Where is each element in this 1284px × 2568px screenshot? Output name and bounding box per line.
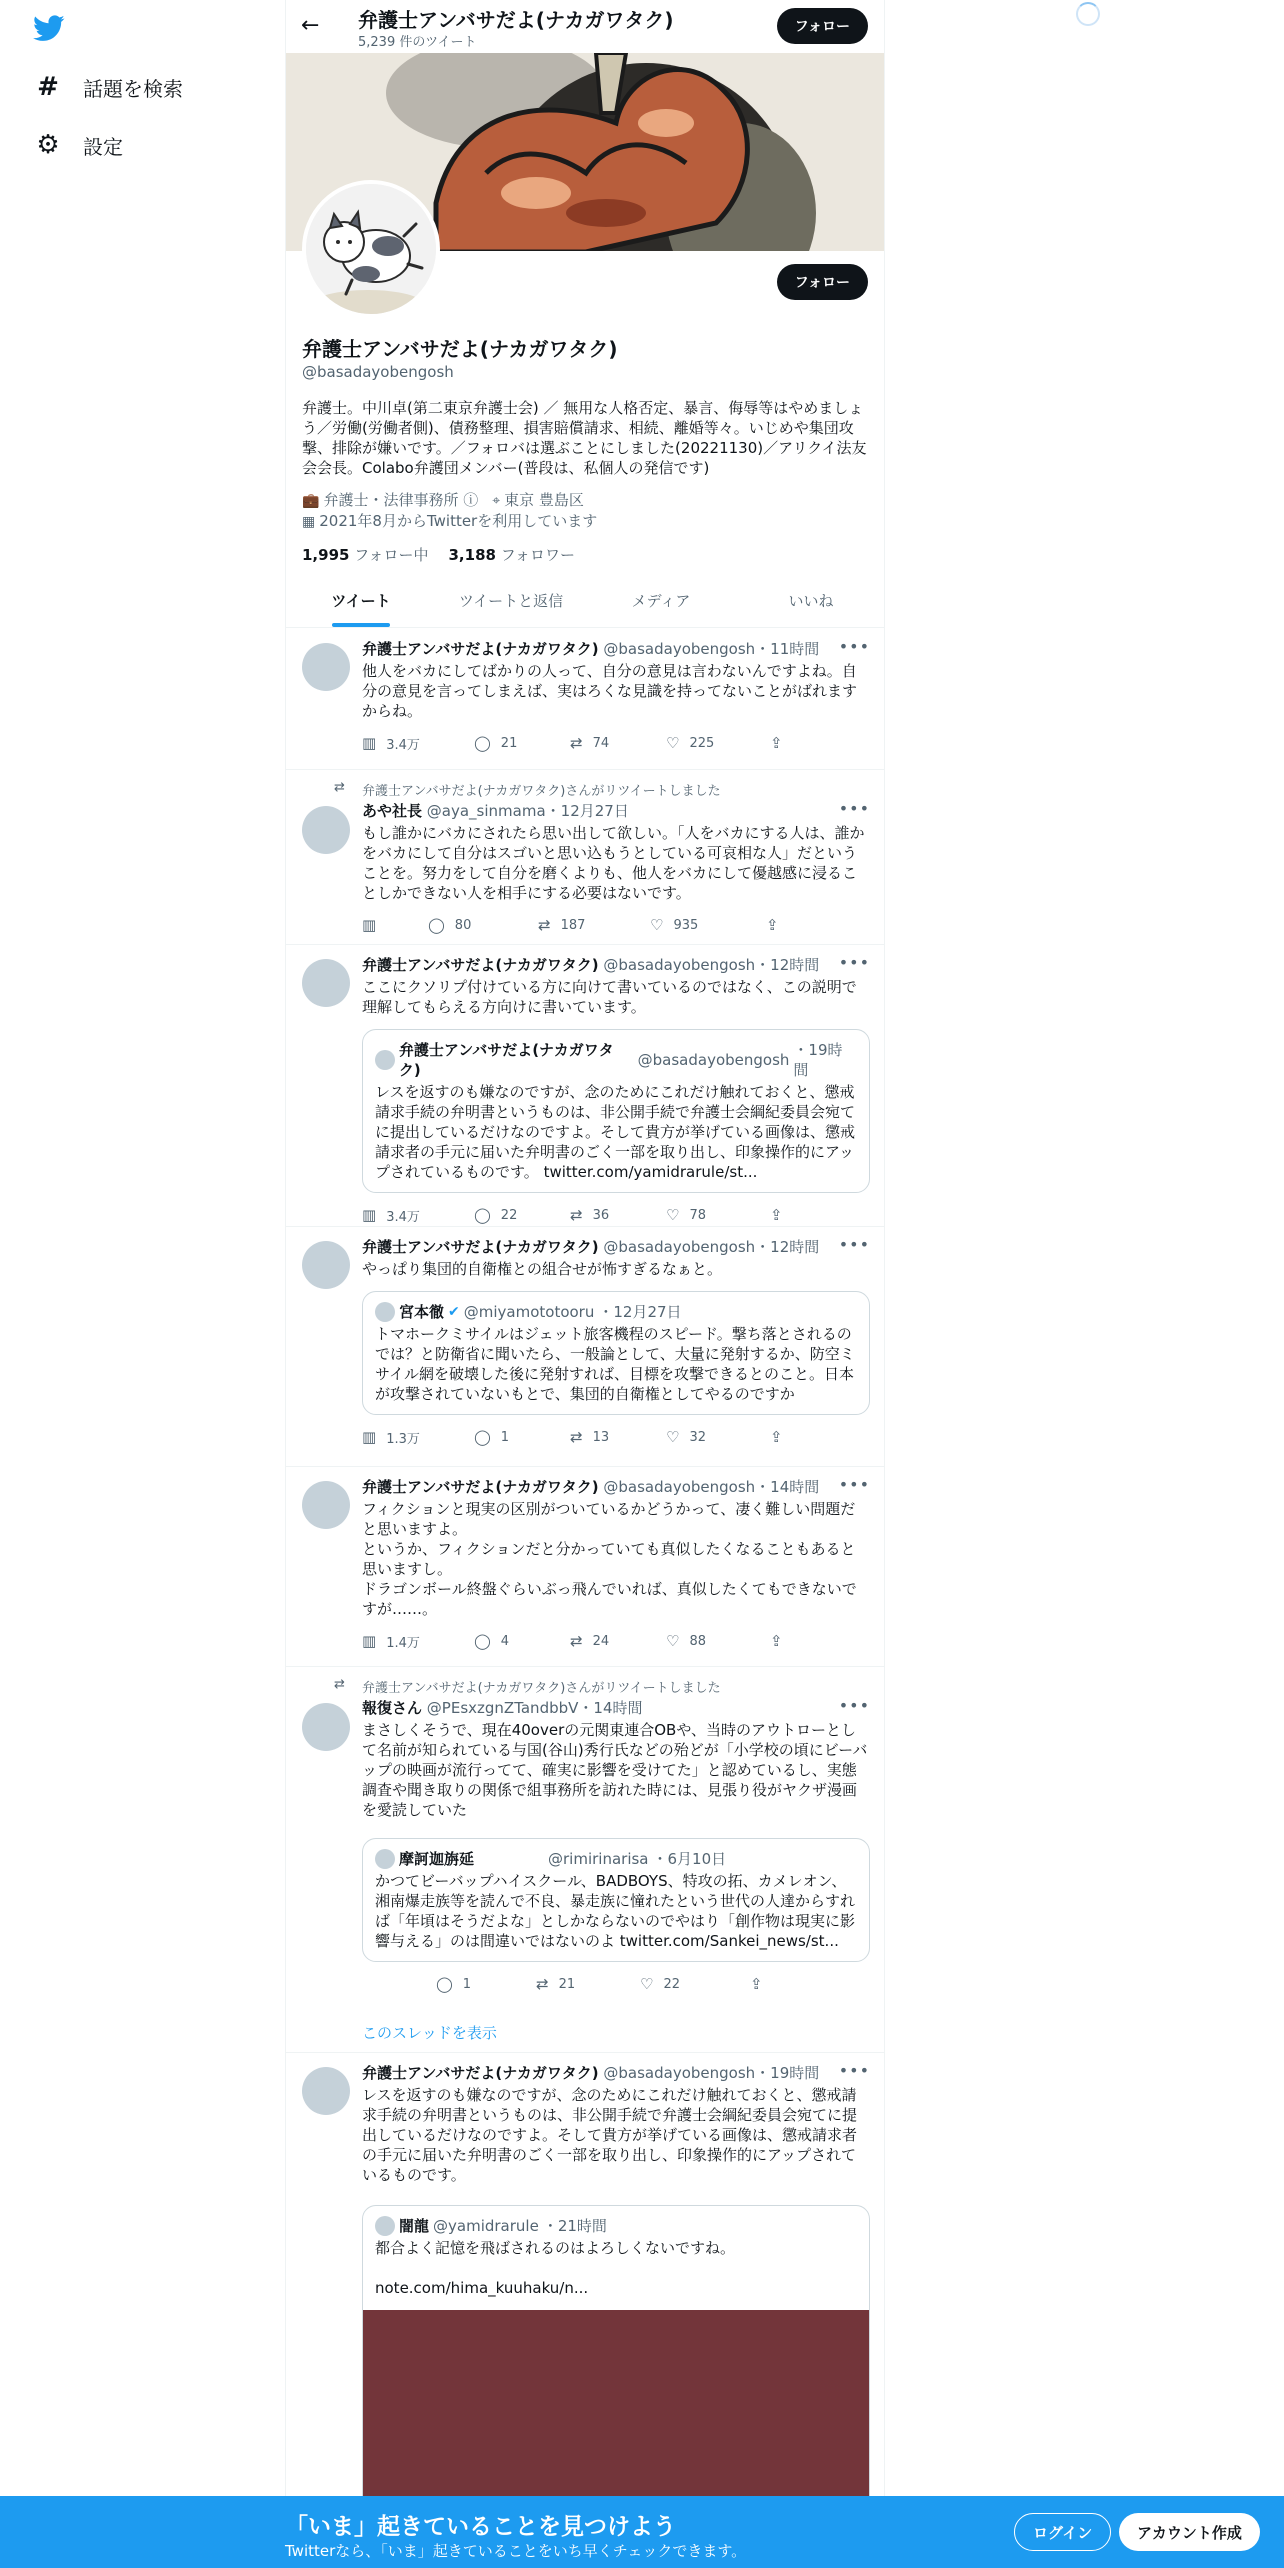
- tweet-author-handle[interactable]: @basadayobengosh: [603, 2064, 756, 2082]
- tweet[interactable]: [286, 770, 885, 945]
- quote-time: ・21時間: [542, 2217, 607, 2235]
- profile-location: 東京 豊島区: [504, 491, 584, 509]
- tab-media[interactable]: メディア: [631, 592, 691, 610]
- quote-avatar: [375, 2216, 395, 2236]
- profile-name: 弁護士アンバサだよ(ナカガワタク): [302, 337, 618, 361]
- share-icon: ⇪: [750, 1975, 763, 1993]
- retweet-icon: ⇄: [570, 1206, 583, 1224]
- tweet-actions: [362, 1631, 870, 1651]
- followers-link[interactable]: 3,188 フォロワー: [448, 546, 575, 564]
- like-button[interactable]: ♡ 88: [666, 1632, 706, 1650]
- heart-icon: ♡: [666, 1428, 680, 1446]
- share-icon: ⇪: [766, 916, 779, 934]
- quote-author-name: 弁護士アンバサだよ(ナカガワタク): [398, 1041, 614, 1079]
- reply-icon: ◯: [474, 734, 491, 752]
- more-options-icon[interactable]: •••: [838, 953, 870, 972]
- tweet-header: [362, 1698, 870, 1718]
- tweet-actions: [362, 733, 870, 753]
- tweet[interactable]: [286, 1667, 885, 2053]
- reply-icon: ◯: [428, 916, 445, 934]
- views-button[interactable]: ▥ 1.3万: [362, 1428, 420, 1447]
- tweet[interactable]: [286, 629, 885, 770]
- analytics-icon: ▥: [362, 916, 377, 934]
- profile-handle: @basadayobengosh: [302, 363, 454, 381]
- sidebar-item-explore[interactable]: [35, 67, 183, 107]
- retweet-button[interactable]: ⇄ 187: [538, 916, 586, 934]
- share-icon: ⇪: [770, 1428, 783, 1446]
- reply-button[interactable]: ◯ 1: [474, 1428, 510, 1446]
- tweet-time[interactable]: ・14時間: [755, 1478, 820, 1496]
- signup-button[interactable]: アカウント作成: [1119, 2513, 1260, 2551]
- quote-media-image[interactable]: [363, 2310, 869, 2500]
- retweet-icon: ⇄: [538, 916, 551, 934]
- tweet-author-handle[interactable]: @aya_sinmama: [426, 802, 546, 820]
- quote-text: トマホークミサイルはジェット旅客機程のスピード。撃ち落とされるのでは？と防衛省に聞いたら、一般論として、大量に発射するか、防空ミサイル網を破壊した後に発射すれば、目標を攻撃できるとのこと。日本が攻撃されていないもとで、集団的自衛権としてやるのですか: [375, 1325, 855, 1403]
- following-link[interactable]: 1,995 フォロー中: [302, 546, 429, 564]
- quote-avatar: [375, 1050, 395, 1070]
- quote-author-handle: @yamidrarule: [433, 2217, 539, 2235]
- reply-button[interactable]: ◯ 21: [474, 734, 518, 752]
- cat-avatar-illustration: [306, 184, 436, 314]
- quote-time: ・6月10日: [652, 1850, 727, 1868]
- like-button[interactable]: ♡ 22: [640, 1975, 680, 1993]
- sidebar-item-settings[interactable]: [35, 125, 123, 165]
- quote-author-handle: @rimirinarisa: [548, 1850, 649, 1868]
- profile-header-bar: [286, 0, 884, 53]
- tweet-avatar[interactable]: [302, 1703, 350, 1751]
- retweet-icon: ⇄: [570, 734, 583, 752]
- tweet-author-name[interactable]: 弁護士アンバサだよ(ナカガワタク): [362, 956, 599, 974]
- header-tweet-count: 5,239 件のツイート: [358, 35, 477, 50]
- more-options-icon[interactable]: •••: [838, 1235, 870, 1254]
- tweet-text: もし誰かにバカにされたら思い出して欲しい。「人をバカにする人は、誰かをバカにして自分はスゴいと思い込もうとしている可哀相な人」だということを。努力をして自分を磨くよりも、他人をバカにして優越感に浸ることしかできない人を相手にする必要はないです。: [362, 824, 865, 902]
- tweet-actions: [362, 1205, 870, 1225]
- more-options-icon[interactable]: •••: [838, 1696, 870, 1715]
- header-follow-button[interactable]: フォロー: [777, 8, 868, 44]
- reply-button[interactable]: ◯ 22: [474, 1206, 518, 1224]
- like-button[interactable]: ♡ 225: [666, 734, 715, 752]
- retweet-button[interactable]: ⇄ 74: [570, 734, 610, 752]
- analytics-icon: ▥: [362, 1428, 377, 1446]
- profile-avatar[interactable]: [302, 180, 440, 318]
- tweet-time[interactable]: ・12時間: [755, 1238, 820, 1256]
- tweet-text: レスを返すのも嫌なのですが、念のためにこれだけ触れておくと、懲戒請求手続の弁明書というものは、非公開手続で弁護士会綱紀委員会宛てに提出しているだけなのですよ。そして貴方が挙げている画像は、懲戒請求者の手元に届いた弁明書のごく一部を取り出し、印象操作的にアップされているものです。: [362, 2086, 858, 2184]
- share-button[interactable]: [750, 1975, 763, 1993]
- retweet-button[interactable]: ⇄ 13: [570, 1428, 610, 1446]
- tweet-author-handle[interactable]: @PEsxzgnZTandbbV: [426, 1699, 579, 1717]
- quote-time: ・12月27日: [598, 1303, 682, 1321]
- tweet-avatar[interactable]: [302, 806, 350, 854]
- heart-icon: ♡: [666, 1632, 680, 1650]
- reply-icon: ◯: [474, 1206, 491, 1224]
- tweet-avatar[interactable]: [302, 959, 350, 1007]
- retweet-icon: ⇄: [570, 1632, 583, 1650]
- heart-icon: ♡: [666, 1206, 680, 1224]
- retweet-icon: ⇄: [334, 780, 345, 795]
- tab-tweets[interactable]: ツイート: [286, 575, 436, 627]
- back-arrow-icon[interactable]: ←: [301, 13, 320, 38]
- quote-text: かつてビーバップハイスクール、BADBOYS、特攻の拓、カメレオン、湘南爆走族等を読んで不良、暴走族に憧れたという世代の人達からすれば「年頃はそうだよな」としかならないのでやはり「創作物は現実に影響与える」のは間違いではないのよ twitter.com/Sankei_news/st...: [375, 1872, 856, 1950]
- quote-avatar: [375, 1302, 395, 1322]
- quote-author-name: 闇龍: [399, 2217, 430, 2235]
- heart-icon: ♡: [666, 734, 680, 752]
- tweet-text: フィクションと現実の区別がついているかどうかって、凄く難しい問題だと思いますよ。 というか、フィクションだと分かっていても真似したくなることもあると思いますし。 ドラゴンボール終盤ぐらいぶっ飛んでいれば、真似したくてもできないですが……。: [362, 1500, 857, 1618]
- tweet-text: まさしくそうで、現在40overの元関東連合OBや、当時のアウトローとして名前が知られている与国(谷山)秀行氏などの殆どが「小学校の頃にビーバップの映画が流行ってて、確実に影響を受けてた」と認めているし、実態調査や聞き取りの関係で組事務所を訪れた時には、見張り役がヤクザ漫画を愛読していた: [362, 1721, 868, 1819]
- retweet-icon: ⇄: [536, 1975, 549, 1993]
- profile-follow-button[interactable]: フォロー: [777, 264, 868, 300]
- quote-author-handle: @miyamototooru: [463, 1303, 595, 1321]
- views-button[interactable]: [362, 916, 428, 934]
- more-options-icon[interactable]: •••: [838, 1475, 870, 1494]
- tweet-time[interactable]: ・12月27日: [545, 802, 629, 820]
- heart-icon: ♡: [650, 916, 664, 934]
- quoted-tweet[interactable]: [362, 1838, 870, 1962]
- quoted-tweet[interactable]: [362, 1291, 870, 1415]
- reply-button[interactable]: ◯ 80: [428, 916, 472, 934]
- analytics-icon: ▥: [362, 734, 377, 752]
- heart-icon: ♡: [640, 1975, 654, 1993]
- quoted-tweet[interactable]: [362, 1029, 870, 1193]
- tweet-actions: [362, 1974, 870, 1994]
- briefcase-icon: 💼: [302, 493, 320, 509]
- tweet-text: やっぱり集団的自衛権との組合せが怖すぎるなぁと。: [362, 1260, 723, 1278]
- follow-stats: [302, 544, 872, 565]
- gear-icon: ⚙: [36, 130, 60, 160]
- tweet[interactable]: [286, 2053, 885, 2500]
- tab-tweets-and-replies[interactable]: ツイートと返信: [458, 592, 564, 610]
- share-button[interactable]: [770, 1206, 783, 1224]
- analytics-icon: ▥: [362, 1206, 377, 1224]
- reply-icon: ◯: [436, 1975, 453, 1993]
- tweet-author-handle[interactable]: @basadayobengosh: [603, 640, 756, 658]
- views-button[interactable]: ▥ 3.4万: [362, 734, 420, 753]
- show-thread-link[interactable]: このスレッドを表示: [362, 2024, 497, 2042]
- retweet-context[interactable]: ⇄ 弁護士アンバサだよ(ナカガワタク)さんがリツイートしました: [334, 1677, 721, 1696]
- header-profile-name: 弁護士アンバサだよ(ナカガワタク): [358, 8, 674, 32]
- tweet-avatar[interactable]: [302, 1241, 350, 1289]
- location-pin-icon: ⌖: [492, 493, 501, 509]
- retweet-icon: ⇄: [570, 1428, 583, 1446]
- tweet-time[interactable]: ・19時間: [755, 2064, 820, 2082]
- loading-spinner-icon: [1076, 2, 1100, 26]
- more-options-icon[interactable]: •••: [838, 637, 870, 656]
- quoted-tweet[interactable]: [362, 2205, 870, 2500]
- tweet-author-name[interactable]: 弁護士アンバサだよ(ナカガワタク): [362, 1238, 599, 1256]
- share-button[interactable]: [770, 1428, 783, 1446]
- retweet-button[interactable]: ⇄ 21: [536, 1975, 576, 1993]
- tweet-avatar[interactable]: [302, 2067, 350, 2115]
- share-icon: ⇪: [770, 734, 783, 752]
- analytics-icon: ▥: [362, 1632, 377, 1650]
- share-icon: ⇪: [770, 1206, 783, 1224]
- like-button[interactable]: ♡ 935: [650, 916, 699, 934]
- profile-meta: [302, 490, 872, 532]
- quote-text: レスを返すのも嫌なのですが、念のためにこれだけ触れておくと、懲戒請求手続の弁明書というものは、非公開手続で弁護士会綱紀委員会宛てに提出しているだけなのですよ。そして貴方が挙げている画像は、懲戒請求者の手元に届いた弁明書のごく一部を取り出し、印象操作的にアップされているものです。 twitter.com/yamidrarule/st...: [375, 1083, 856, 1181]
- tweet-author-name[interactable]: 弁護士アンバサだよ(ナカガワタク): [362, 1478, 599, 1496]
- tweet-header: [362, 801, 870, 821]
- tweet-text: 他人をバカにしてばかりの人って、自分の意見は言わないんですよね。自分の意見を言ってしまえば、実はろくな見識を持ってないことがばれますからね。: [362, 662, 858, 720]
- tweet-actions: [362, 1427, 870, 1447]
- share-icon: ⇪: [770, 1632, 783, 1650]
- sidebar-item-label: 話題を検索: [83, 76, 183, 101]
- quote-avatar: [375, 1849, 395, 1869]
- share-button[interactable]: [770, 1632, 783, 1650]
- tweet[interactable]: [286, 1467, 885, 1667]
- more-options-icon[interactable]: •••: [838, 799, 870, 818]
- views-button[interactable]: ▥ 3.4万: [362, 1206, 420, 1225]
- tweet-avatar[interactable]: [302, 1481, 350, 1529]
- like-button[interactable]: ♡ 32: [666, 1428, 706, 1446]
- signup-prompt-bar: [0, 2496, 1284, 2568]
- tweet-author-name[interactable]: あや社長: [362, 802, 423, 820]
- views-button[interactable]: ▥ 1.4万: [362, 1632, 420, 1651]
- share-button[interactable]: [770, 734, 783, 752]
- prompt-title: 「いま」起きていることを見つけよう: [285, 2514, 676, 2540]
- quote-text: 都合よく記憶を飛ばされるのはよろしくないですね。 note.com/hima_kuuhaku/n...: [375, 2239, 736, 2297]
- retweet-button[interactable]: ⇄ 36: [570, 1206, 610, 1224]
- tweet-author-name[interactable]: 弁護士アンバサだよ(ナカガワタク): [362, 2064, 599, 2082]
- prompt-subtitle: Twitterなら、「いま」起きていることをいち早くチェックできます。: [285, 2542, 747, 2560]
- tweet-author-handle[interactable]: @basadayobengosh: [603, 1478, 756, 1496]
- tweet-author-handle[interactable]: @basadayobengosh: [603, 1238, 756, 1256]
- tweet-text: ここにクソリプ付けている方に向けて書いているのではなく、この説明で理解してもらえる方向けに書いています。: [362, 978, 857, 1016]
- profile-info: [302, 336, 872, 565]
- tweet-time[interactable]: ・14時間: [578, 1699, 643, 1717]
- tweet-header: [362, 1477, 870, 1497]
- verified-badge-icon: ✔: [448, 1304, 460, 1320]
- tweet-actions: [362, 915, 870, 935]
- profile-column: [285, 0, 885, 2500]
- left-sidebar: [0, 0, 285, 2500]
- quote-author-name: 摩訶迦旃延: [399, 1850, 475, 1868]
- retweet-icon: ⇄: [334, 1677, 345, 1692]
- reply-button[interactable]: ◯ 1: [436, 1975, 472, 1993]
- reply-button[interactable]: ◯ 4: [474, 1632, 510, 1650]
- share-button[interactable]: [766, 916, 779, 934]
- retweet-button[interactable]: ⇄ 24: [570, 1632, 610, 1650]
- profile-tabs: [286, 575, 885, 628]
- twitter-logo-icon[interactable]: [33, 12, 65, 44]
- calendar-icon: ▦: [302, 514, 316, 530]
- tweet-header: [362, 1237, 870, 1257]
- tweet[interactable]: [286, 1227, 885, 1467]
- tab-likes[interactable]: いいね: [788, 592, 834, 610]
- more-options-icon[interactable]: •••: [838, 2061, 870, 2080]
- profile-category: 弁護士・法律事務所: [323, 491, 459, 509]
- tweet[interactable]: [286, 945, 885, 1227]
- tweet-author-name[interactable]: 弁護士アンバサだよ(ナカガワタク): [362, 640, 599, 658]
- tweet-author-name[interactable]: 報復さん: [362, 1699, 423, 1717]
- tweet-time[interactable]: ・11時間: [755, 640, 820, 658]
- reply-icon: ◯: [474, 1632, 491, 1650]
- tweet-header: [362, 955, 870, 975]
- tweet-header: [362, 2063, 870, 2083]
- reply-icon: ◯: [474, 1428, 491, 1446]
- tweet-time[interactable]: ・12時間: [755, 956, 820, 974]
- quote-author-name: 宮本徹: [399, 1303, 445, 1321]
- tweet-feed: [286, 629, 885, 2500]
- login-button[interactable]: ログイン: [1014, 2513, 1111, 2551]
- quote-author-handle: @basadayobengosh: [637, 1051, 790, 1069]
- like-button[interactable]: ♡ 78: [666, 1206, 706, 1224]
- tweet-header: [362, 639, 870, 659]
- sidebar-item-label: 設定: [83, 134, 123, 159]
- profile-bio: 弁護士。中川卓(第二東京弁護士会) ／ 無用な人格否定、暴言、侮辱等はやめましょう／労働(労働者側)、債務整理、損害賠償請求、相続、離婚等々。いじめや集団攻撃、排除が嫌いです。／フォロバは選ぶことにしました(20221130)／アリクイ法友会会長。Colabo弁護団メンバー(普段は、私個人の発信です): [302, 399, 867, 477]
- quote-time: ・19時間: [793, 1041, 843, 1079]
- tweet-avatar[interactable]: [302, 643, 350, 691]
- info-icon[interactable]: ⓘ: [463, 491, 479, 509]
- retweet-context[interactable]: ⇄ 弁護士アンバサだよ(ナカガワタク)さんがリツイートしました: [334, 780, 721, 799]
- hashtag-icon: #: [37, 72, 59, 102]
- profile-joined: 2021年8月からTwitterを利用しています: [319, 512, 598, 530]
- tweet-author-handle[interactable]: @basadayobengosh: [603, 956, 756, 974]
